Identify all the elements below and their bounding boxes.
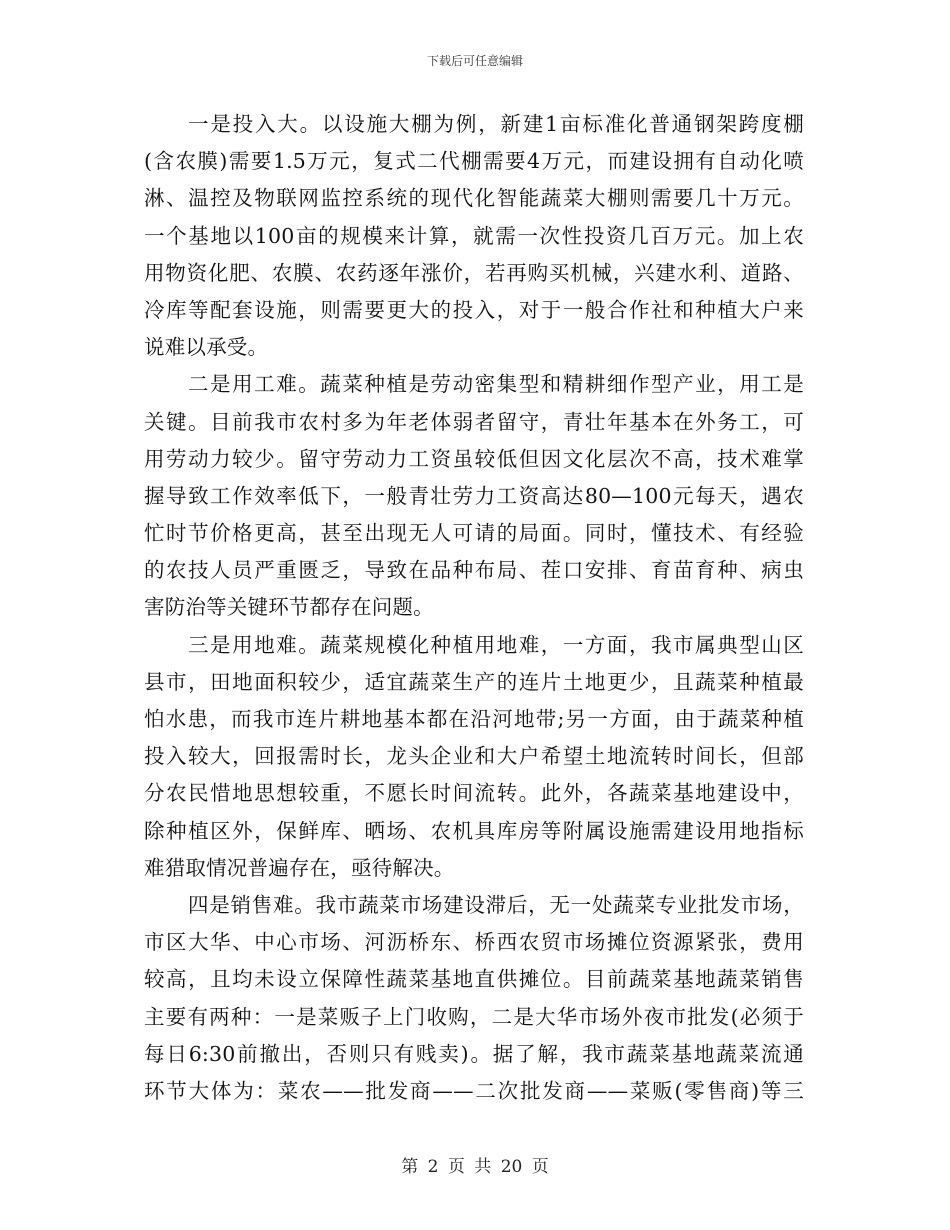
paragraph-line: 主要有两种：一是菜贩子上门收购，二是大华市场外夜市批发(必须于 [144, 1004, 804, 1029]
paragraph-line: 说难以承受。 [144, 335, 269, 360]
total-pages-number: 20 [500, 1157, 523, 1177]
page-header: 下载后可任意编辑 [426, 54, 523, 68]
paragraph-line: 四是销售难。我市蔬菜市场建设滞后，无一处蔬菜专业批发市场， [188, 892, 804, 917]
paragraph-line: 用物资化肥、农膜、农药逐年涨价，若再购买机械，兴建水利、道路、 [144, 260, 804, 285]
page-label-prefix: 第 [401, 1157, 419, 1177]
paragraph-line: 用劳动力较少。留守劳动力工资虽较低但因文化层次不高，技术难掌 [144, 446, 804, 471]
paragraph-line: 每日6:30前撤出，否则只有贱卖)。据了解，我市蔬菜基地蔬菜流通 [144, 1041, 804, 1066]
paragraph-line: 淋、温控及物联网监控系统的现代化智能蔬菜大棚则需要几十万元。 [144, 186, 804, 211]
page-label-suffix: 页 [531, 1157, 549, 1177]
paragraph-line: (含农膜)需要1.5万元，复式二代棚需要4万元，而建设拥有自动化喷 [144, 149, 804, 174]
paragraph-line: 环节大体为：菜农——批发商——二次批发商——菜贩(零售商)等三 [144, 1078, 804, 1103]
paragraph-line: 握导致工作效率低下，一般青壮劳力工资高达80—100元每天，遇农 [144, 483, 804, 508]
paragraph-line: 三是用地难。蔬菜规模化种植用地难，一方面，我市属典型山区 [188, 632, 804, 657]
paragraph-line: 除种植区外，保鲜库、晒场、农机具库房等附属设施需建设用地指标 [144, 818, 804, 843]
paragraph-line: 县市，田地面积较少，适宜蔬菜生产的连片土地更少，且蔬菜种植最 [144, 669, 804, 694]
paragraph-line: 难猎取情况普遍存在，亟待解决。 [144, 855, 455, 880]
paragraph-line: 害防治等关键环节都存在问题。 [144, 595, 434, 620]
paragraph-line: 怕水患，而我市连片耕地基本都在沿河地带;另一方面，由于蔬菜种植 [144, 707, 804, 731]
paragraph-line: 较高，且均未设立保障性蔬菜基地直供摊位。目前蔬菜基地蔬菜销售 [144, 967, 804, 992]
paragraph-line: 市区大华、中心市场、河沥桥东、桥西农贸市场摊位资源紧张，费用 [144, 930, 804, 955]
paragraph-line: 一是投入大。以设施大棚为例，新建1亩标准化普通钢架跨度棚 [188, 112, 804, 136]
page-label-middle: 页 共 [447, 1157, 492, 1177]
paragraph-line: 二是用工难。蔬菜种植是劳动密集型和精耕细作型产业，用工是 [188, 372, 804, 397]
paragraph-line: 一个基地以100亩的规模来计算，就需一次性投资几百万元。加上农 [144, 223, 804, 248]
page-footer [0, 1152, 950, 1177]
current-page-number: 2 [427, 1157, 439, 1177]
paragraph-line: 的农技人员严重匮乏，导致在品种布局、茬口安排、育苗育种、病虫 [144, 558, 804, 583]
paragraph-line: 关键。目前我市农村多为年老体弱者留守，青壮年基本在外务工，可 [144, 409, 804, 434]
paragraph-line: 投入较大，回报需时长，龙头企业和大户希望土地流转时间长，但部 [144, 744, 804, 769]
paragraph-line: 分农民惜地思想较重，不愿长时间流转。此外，各蔬菜基地建设中， [144, 781, 804, 806]
paragraph-line: 冷库等配套设施，则需要更大的投入，对于一般合作社和种植大户来 [144, 297, 804, 322]
document-body [144, 106, 804, 1110]
paragraph-line: 忙时节价格更高，甚至出现无人可请的局面。同时，懂技术、有经验 [144, 521, 804, 546]
